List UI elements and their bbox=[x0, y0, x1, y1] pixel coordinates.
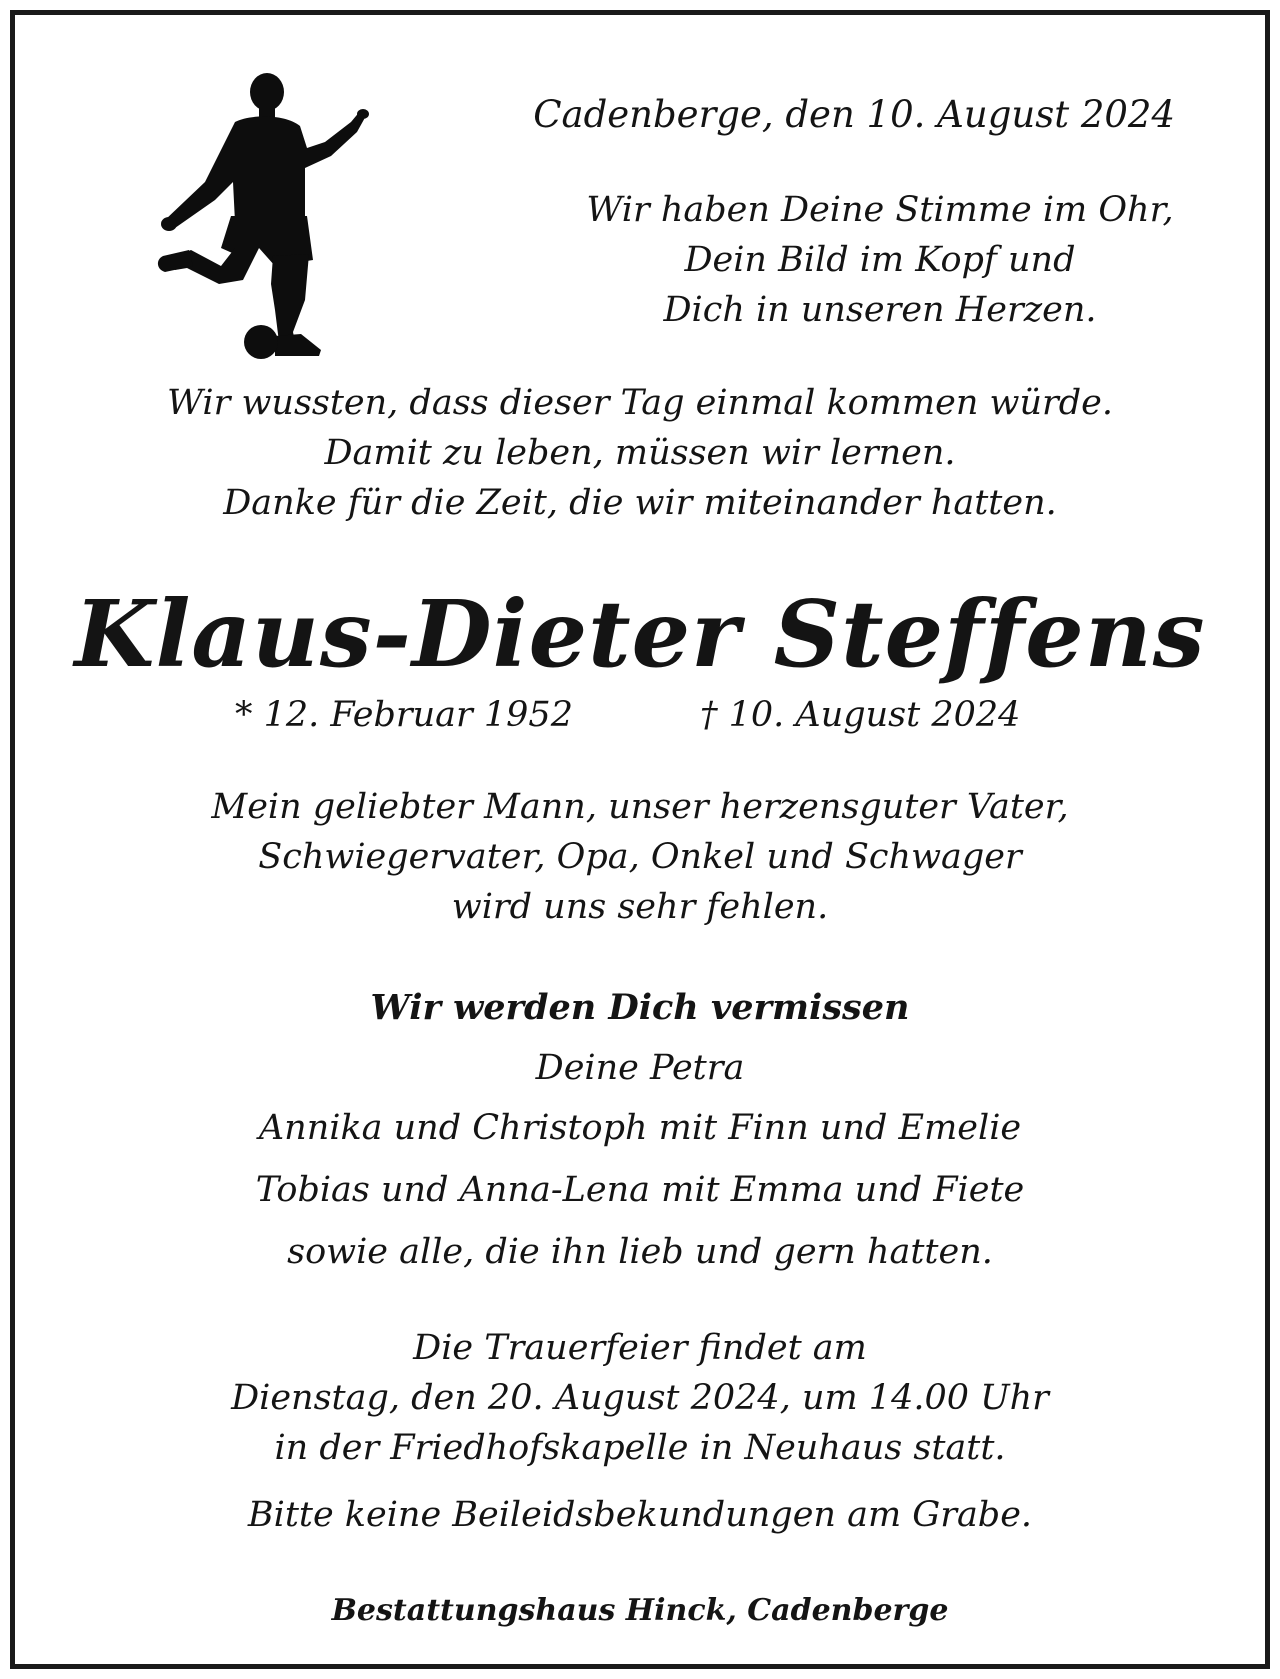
service-line: in der Friedhofskapelle in Neuhaus statt. bbox=[274, 1428, 1006, 1468]
place-date: Cadenberge, den 10. August 2024 bbox=[533, 93, 1175, 136]
quote-line: Damit zu leben, müssen wir lernen. bbox=[324, 433, 956, 473]
tribute-line: wird uns sehr fehlen. bbox=[451, 887, 829, 927]
family-line: Annika und Christoph mit Finn und Emelie bbox=[258, 1108, 1022, 1148]
quote-line: Danke für die Zeit, die wir miteinander hatten. bbox=[223, 483, 1057, 523]
quote-line: Dich in unseren Herzen. bbox=[663, 290, 1097, 330]
family-line: Deine Petra bbox=[535, 1048, 745, 1088]
birth-date: * 12. Februar 1952 bbox=[235, 695, 573, 735]
quote-line: Wir wussten, dass dieser Tag einmal kommen würde. bbox=[167, 383, 1113, 423]
service-note: Bitte keine Beileidsbekundungen am Grabe. bbox=[247, 1495, 1033, 1535]
funeral-home: Bestattungshaus Hinck, Cadenberge bbox=[331, 1593, 949, 1628]
service-line: Die Trauerfeier findet am bbox=[413, 1328, 867, 1368]
family-line: Tobias und Anna-Lena mit Emma und Fiete bbox=[255, 1170, 1025, 1210]
tribute-line: Schwiegervater, Opa, Onkel und Schwager bbox=[258, 837, 1022, 877]
soccer-player-silhouette-icon bbox=[135, 70, 375, 370]
death-date: † 10. August 2024 bbox=[700, 695, 1021, 735]
service-line: Dienstag, den 20. August 2024, um 14.00 Uhr bbox=[231, 1378, 1049, 1418]
quote-line: Wir haben Deine Stimme im Ohr, bbox=[586, 190, 1174, 230]
deceased-name: Klaus-Dieter Steffens bbox=[74, 580, 1206, 688]
tribute-line: Mein geliebter Mann, unser herzensguter Vater, bbox=[211, 787, 1069, 827]
family-line: sowie alle, die ihn lieb und gern hatten. bbox=[287, 1232, 993, 1272]
obituary-notice bbox=[10, 10, 1270, 1669]
quote-line: Dein Bild im Kopf und bbox=[684, 240, 1076, 280]
family-heading: Wir werden Dich vermissen bbox=[370, 987, 910, 1028]
